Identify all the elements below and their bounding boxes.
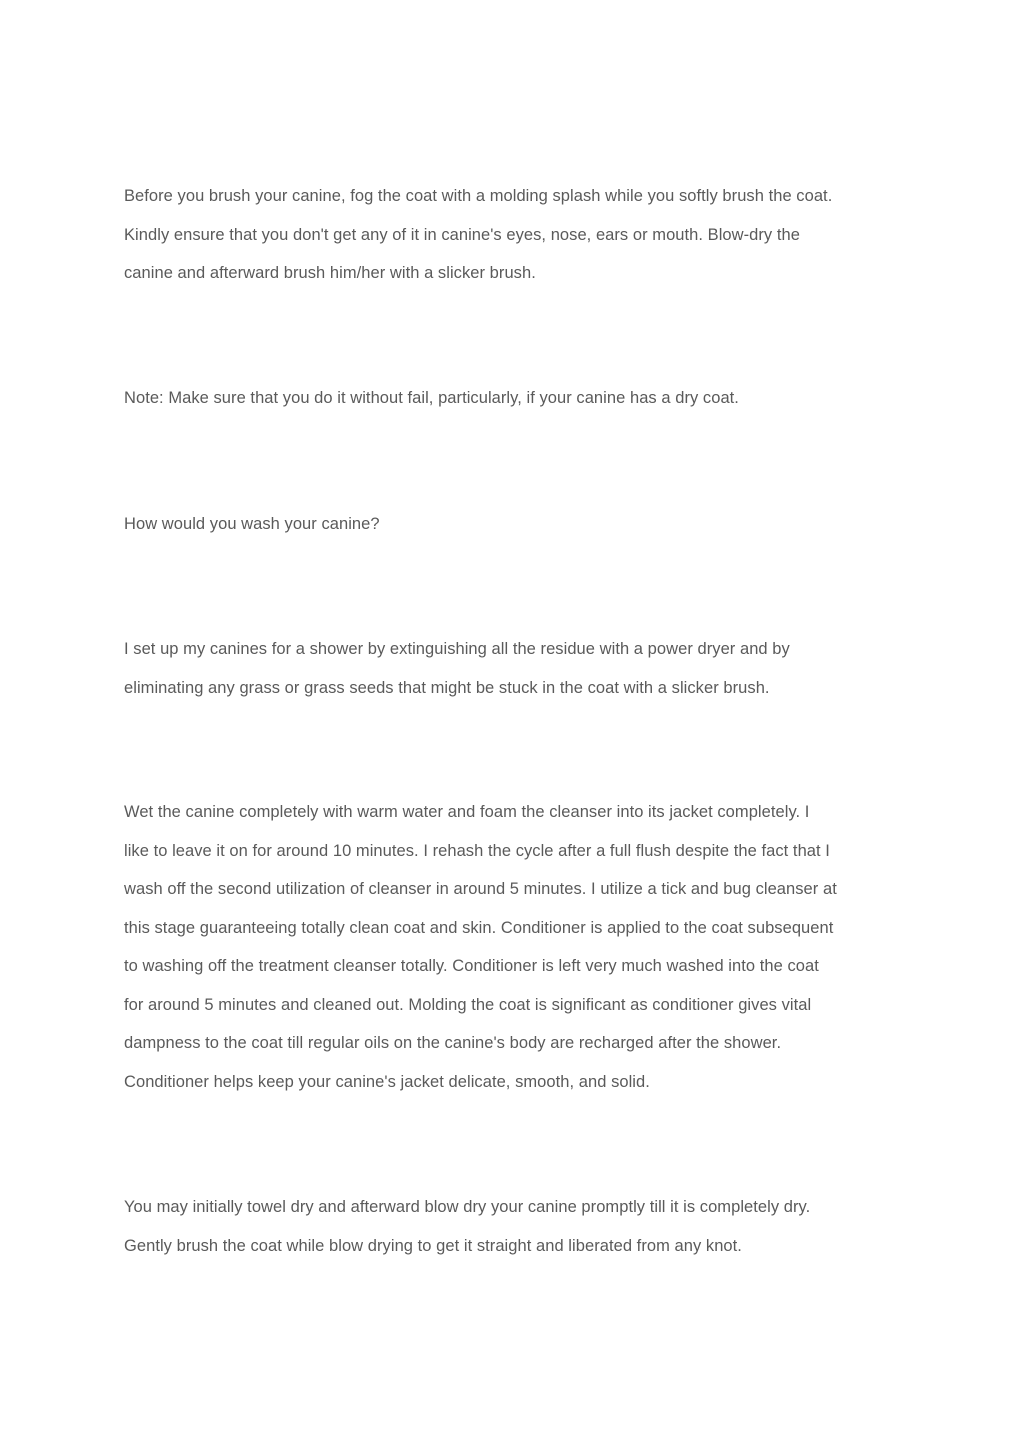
text-line: like to leave it on for around 10 minutes. I rehash the cycle after a full flush despite the fact that I	[124, 841, 830, 860]
text-line: for around 5 minutes and cleaned out. Molding the coat is significant as conditioner gives vital	[124, 995, 812, 1014]
text-line: Note: Make sure that you do it without fail, particularly, if your canine has a dry coat.	[124, 389, 739, 407]
text-line: Conditioner helps keep your canine's jacket delicate, smooth, and solid.	[124, 1072, 650, 1091]
paragraph-shower-prep	[124, 630, 914, 707]
text-line: this stage guaranteeing totally clean coat and skin. Conditioner is applied to the coat subsequent	[124, 918, 834, 937]
text-line: wash off the second utilization of cleanser in around 5 minutes. I utilize a tick and bug cleanser at	[124, 880, 837, 898]
text-line: canine and afterward brush him/her with a slicker brush.	[124, 264, 536, 282]
text-line: Wet the canine completely with warm water and foam the cleanser into its jacket completely. I	[124, 803, 810, 821]
text-line: I set up my canines for a shower by extinguishing all the residue with a power dryer and by	[124, 640, 790, 658]
text-line: How would you wash your canine?	[124, 515, 380, 533]
text-line: dampness to the coat till regular oils on the canine's body are recharged after the shower.	[124, 1034, 782, 1052]
text-line: You may initially towel dry and afterward blow dry your canine promptly till it is completely dry.	[124, 1198, 811, 1216]
text-line: eliminating any grass or grass seeds that might be stuck in the coat with a slicker brush.	[124, 678, 770, 697]
paragraph-brushing-intro	[124, 177, 914, 293]
text-line: Before you brush your canine, fog the coat with a molding splash while you softly brush the coat.	[124, 187, 833, 205]
text-line: Kindly ensure that you don't get any of it in canine's eyes, nose, ears or mouth. Blow-dry the	[124, 225, 800, 244]
paragraph-drying	[124, 1188, 914, 1265]
paragraph-washing-steps	[124, 793, 914, 1101]
paragraph-question	[124, 505, 914, 544]
paragraph-note	[124, 379, 914, 418]
text-line: Gently brush the coat while blow drying to get it straight and liberated from any knot.	[124, 1236, 742, 1255]
text-line: to washing off the treatment cleanser totally. Conditioner is left very much washed into the coat	[124, 957, 819, 975]
